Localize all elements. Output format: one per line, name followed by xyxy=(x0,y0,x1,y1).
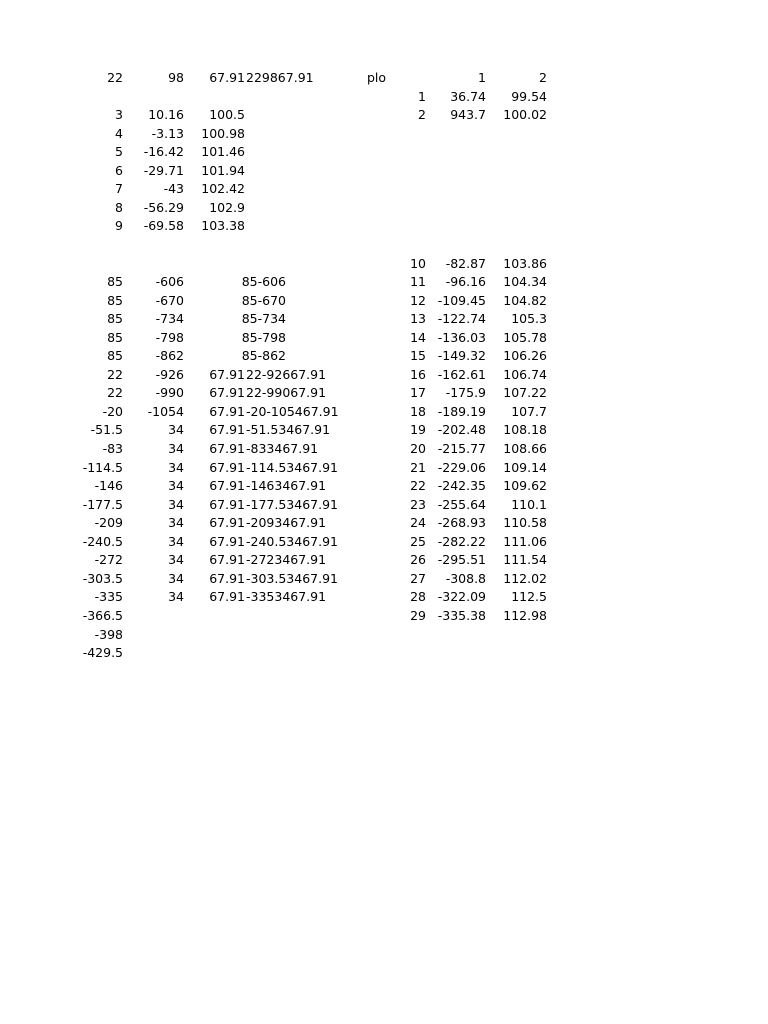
cell-r16-c7: 15 xyxy=(410,348,426,364)
cell-r14-c7: 13 xyxy=(410,311,426,327)
cell-r28-c4: -303.53467.91 xyxy=(246,570,338,586)
cell-r18-c2: -990 xyxy=(155,385,184,401)
cell-r28-c2: 34 xyxy=(168,570,184,586)
cell-r14-c2: -734 xyxy=(155,311,184,327)
cell-r23-c3: 67.91 xyxy=(209,478,245,494)
cell-r29-c4: -3353467.91 xyxy=(246,589,327,605)
cell-r25-c2: 34 xyxy=(168,515,184,531)
cell-r27-c4: -2723467.91 xyxy=(246,552,327,568)
cell-r26-c2: 34 xyxy=(168,533,184,549)
cell-r28-c9: 112.02 xyxy=(503,570,547,586)
cell-r32-c1: -429.5 xyxy=(82,645,123,661)
cell-r4-c3: 100.98 xyxy=(201,125,245,141)
cell-r26-c9: 111.06 xyxy=(503,533,547,549)
cell-r12-c1: 85 xyxy=(107,274,123,290)
cell-r19-c7: 18 xyxy=(410,403,426,419)
cell-r28-c8: -308.8 xyxy=(445,570,486,586)
cell-r22-c1: -114.5 xyxy=(82,459,123,475)
cell-r3-c1: 3 xyxy=(115,107,123,123)
cell-r14-c9: 105.3 xyxy=(511,311,547,327)
cell-r19-c3: 67.91 xyxy=(209,403,245,419)
cell-r19-c8: -189.19 xyxy=(437,403,486,419)
cell-r14-c4: 85-734 xyxy=(241,311,286,327)
cell-r29-c3: 67.91 xyxy=(209,589,245,605)
cell-r20-c1: -51.5 xyxy=(90,422,123,438)
cell-r25-c1: -209 xyxy=(94,515,123,531)
cell-r30-c8: -335.38 xyxy=(437,607,486,623)
cell-r1-c8: 1 xyxy=(478,70,486,85)
cell-r22-c7: 21 xyxy=(410,459,426,475)
cell-r6-c1: 6 xyxy=(115,162,123,178)
cell-r28-c7: 27 xyxy=(410,570,426,586)
cell-r26-c8: -282.22 xyxy=(437,533,486,549)
cell-r25-c4: -2093467.91 xyxy=(246,515,327,531)
cell-r15-c4: 85-798 xyxy=(241,329,286,345)
cell-r30-c7: 29 xyxy=(410,607,426,623)
cell-r17-c1: 22 xyxy=(107,366,123,382)
cell-r23-c2: 34 xyxy=(168,478,184,494)
cell-r1-c3: 67.91 xyxy=(209,70,245,85)
cell-r26-c7: 25 xyxy=(410,533,426,549)
cell-r12-c2: -606 xyxy=(155,274,184,290)
cell-r27-c1: -272 xyxy=(94,552,123,568)
cell-r28-c3: 67.91 xyxy=(209,570,245,586)
cell-r11-c9: 103.86 xyxy=(503,255,547,271)
cell-r7-c2: -43 xyxy=(163,181,184,197)
cell-r20-c4: -51.53467.91 xyxy=(246,422,331,438)
cell-r7-c3: 102.42 xyxy=(201,181,245,197)
cell-r29-c1: -335 xyxy=(94,589,123,605)
cell-r26-c4: -240.53467.91 xyxy=(246,533,338,549)
cell-r11-c8: -82.87 xyxy=(445,255,486,271)
cell-r16-c4: 85-862 xyxy=(241,348,286,364)
cell-r21-c2: 34 xyxy=(168,441,184,456)
cell-r27-c7: 26 xyxy=(410,552,426,568)
cell-r12-c7: 11 xyxy=(410,274,426,290)
cell-r3-c9: 100.02 xyxy=(503,107,547,123)
cell-r17-c4: 22-92667.91 xyxy=(246,366,327,382)
cell-r1-c2: 98 xyxy=(168,70,184,85)
cell-r21-c8: -215.77 xyxy=(437,441,486,456)
cell-r23-c7: 22 xyxy=(410,478,426,494)
cell-r16-c2: -862 xyxy=(155,348,184,364)
cell-r20-c7: 19 xyxy=(410,422,426,438)
cell-r5-c1: 5 xyxy=(115,144,123,160)
cell-r21-c1: -83 xyxy=(102,441,123,456)
cell-r17-c8: -162.61 xyxy=(437,366,486,382)
cell-r3-c2: 10.16 xyxy=(148,107,184,123)
cell-r17-c2: -926 xyxy=(155,366,184,382)
cell-r24-c7: 23 xyxy=(410,496,426,512)
cell-r22-c3: 67.91 xyxy=(209,459,245,475)
cell-r13-c9: 104.82 xyxy=(503,292,547,308)
cell-r21-c9: 108.66 xyxy=(503,441,547,456)
cell-r2-c7: 1 xyxy=(418,88,426,104)
cell-r13-c8: -109.45 xyxy=(437,292,486,308)
cell-r17-c9: 106.74 xyxy=(503,366,547,382)
cell-r15-c8: -136.03 xyxy=(437,329,486,345)
cell-r19-c1: -20 xyxy=(102,403,123,419)
cell-r22-c2: 34 xyxy=(168,459,184,475)
cell-r6-c2: -29.71 xyxy=(143,162,184,178)
cell-r6-c3: 101.94 xyxy=(201,162,245,178)
cell-r16-c9: 106.26 xyxy=(503,348,547,364)
cell-r20-c3: 67.91 xyxy=(209,422,245,438)
cell-r17-c3: 67.91 xyxy=(209,366,245,382)
cell-r29-c2: 34 xyxy=(168,589,184,605)
cell-r18-c9: 107.22 xyxy=(503,385,547,401)
cell-r13-c1: 85 xyxy=(107,292,123,308)
cell-r21-c4: -833467.91 xyxy=(246,441,319,456)
cell-r19-c9: 107.7 xyxy=(511,403,547,419)
cell-r24-c4: -177.53467.91 xyxy=(246,496,338,512)
cell-r24-c1: -177.5 xyxy=(82,496,123,512)
cell-r12-c8: -96.16 xyxy=(445,274,486,290)
cell-r27-c3: 67.91 xyxy=(209,552,245,568)
cell-r22-c4: -114.53467.91 xyxy=(246,459,338,475)
cell-r23-c9: 109.62 xyxy=(503,478,547,494)
cell-r12-c9: 104.34 xyxy=(503,274,547,290)
cell-r23-c4: -1463467.91 xyxy=(246,478,327,494)
cell-r24-c9: 110.1 xyxy=(511,496,547,512)
cell-r18-c3: 67.91 xyxy=(209,385,245,401)
cell-r15-c1: 85 xyxy=(107,329,123,345)
cell-r27-c9: 111.54 xyxy=(503,552,547,568)
cell-r18-c1: 22 xyxy=(107,385,123,401)
cell-r22-c9: 109.14 xyxy=(503,459,547,475)
cell-r16-c8: -149.32 xyxy=(437,348,486,364)
cell-r24-c2: 34 xyxy=(168,496,184,512)
cell-r5-c3: 101.46 xyxy=(201,144,245,160)
cell-r15-c2: -798 xyxy=(155,329,184,345)
cell-r23-c8: -242.35 xyxy=(437,478,486,494)
cell-r9-c2: -69.58 xyxy=(143,218,184,234)
cell-r18-c4: 22-99067.91 xyxy=(246,385,327,401)
cell-r2-c8: 36.74 xyxy=(450,88,486,104)
cell-r3-c7: 2 xyxy=(418,107,426,123)
cell-r1-c1: 22 xyxy=(107,70,123,85)
cell-r27-c2: 34 xyxy=(168,552,184,568)
cell-r30-c9: 112.98 xyxy=(503,607,547,623)
cell-r25-c7: 24 xyxy=(410,515,426,531)
cell-r16-c1: 85 xyxy=(107,348,123,364)
cell-r24-c3: 67.91 xyxy=(209,496,245,512)
cell-r25-c3: 67.91 xyxy=(209,515,245,531)
cell-r5-c2: -16.42 xyxy=(143,144,184,160)
cell-r21-c7: 20 xyxy=(410,441,426,456)
cell-r1-c6: plo xyxy=(367,70,387,85)
cell-r29-c8: -322.09 xyxy=(437,589,486,605)
cell-r14-c1: 85 xyxy=(107,311,123,327)
cell-r19-c2: -1054 xyxy=(147,403,184,419)
cell-r1-c9: 2 xyxy=(539,70,547,85)
cell-r9-c3: 103.38 xyxy=(201,218,245,234)
cell-r20-c8: -202.48 xyxy=(437,422,486,438)
cell-r8-c3: 102.9 xyxy=(209,199,245,215)
cell-r13-c4: 85-670 xyxy=(241,292,286,308)
cell-r17-c7: 16 xyxy=(410,366,426,382)
cell-r19-c4: -20-105467.91 xyxy=(246,403,339,419)
cell-r3-c3: 100.5 xyxy=(209,107,245,123)
cell-r11-c7: 10 xyxy=(410,255,426,271)
cell-r18-c8: -175.9 xyxy=(445,385,486,401)
cell-r20-c9: 108.18 xyxy=(503,422,547,438)
cell-r7-c1: 7 xyxy=(115,181,123,197)
cell-r29-c7: 28 xyxy=(410,589,426,605)
cell-r4-c2: -3.13 xyxy=(151,125,184,141)
cell-r23-c1: -146 xyxy=(94,478,123,494)
cell-r25-c9: 110.58 xyxy=(503,515,547,531)
cell-r2-c9: 99.54 xyxy=(511,88,547,104)
cell-r15-c7: 14 xyxy=(410,329,426,345)
cell-r1-c4: 229867.91 xyxy=(246,70,314,85)
cell-r20-c2: 34 xyxy=(168,422,184,438)
cell-r31-c1: -398 xyxy=(94,626,123,642)
cell-r14-c8: -122.74 xyxy=(437,311,486,327)
cell-r30-c1: -366.5 xyxy=(82,607,123,623)
cell-r3-c8: 943.7 xyxy=(450,107,486,123)
cell-r8-c2: -56.29 xyxy=(143,199,184,215)
cell-r26-c3: 67.91 xyxy=(209,533,245,549)
cell-r27-c8: -295.51 xyxy=(437,552,486,568)
cell-r13-c2: -670 xyxy=(155,292,184,308)
cell-r25-c8: -268.93 xyxy=(437,515,486,531)
cell-r4-c1: 4 xyxy=(115,125,123,141)
cell-r28-c1: -303.5 xyxy=(82,570,123,586)
cell-r18-c7: 17 xyxy=(410,385,426,401)
cell-r13-c7: 12 xyxy=(410,292,426,308)
cell-r29-c9: 112.5 xyxy=(511,589,547,605)
cell-r8-c1: 8 xyxy=(115,199,123,215)
cell-r12-c4: 85-606 xyxy=(241,274,286,290)
cell-r9-c1: 9 xyxy=(115,218,123,234)
cell-r15-c9: 105.78 xyxy=(503,329,547,345)
cell-r21-c3: 67.91 xyxy=(209,441,245,456)
cell-r24-c8: -255.64 xyxy=(437,496,486,512)
cell-r22-c8: -229.06 xyxy=(437,459,486,475)
cell-r26-c1: -240.5 xyxy=(82,533,123,549)
